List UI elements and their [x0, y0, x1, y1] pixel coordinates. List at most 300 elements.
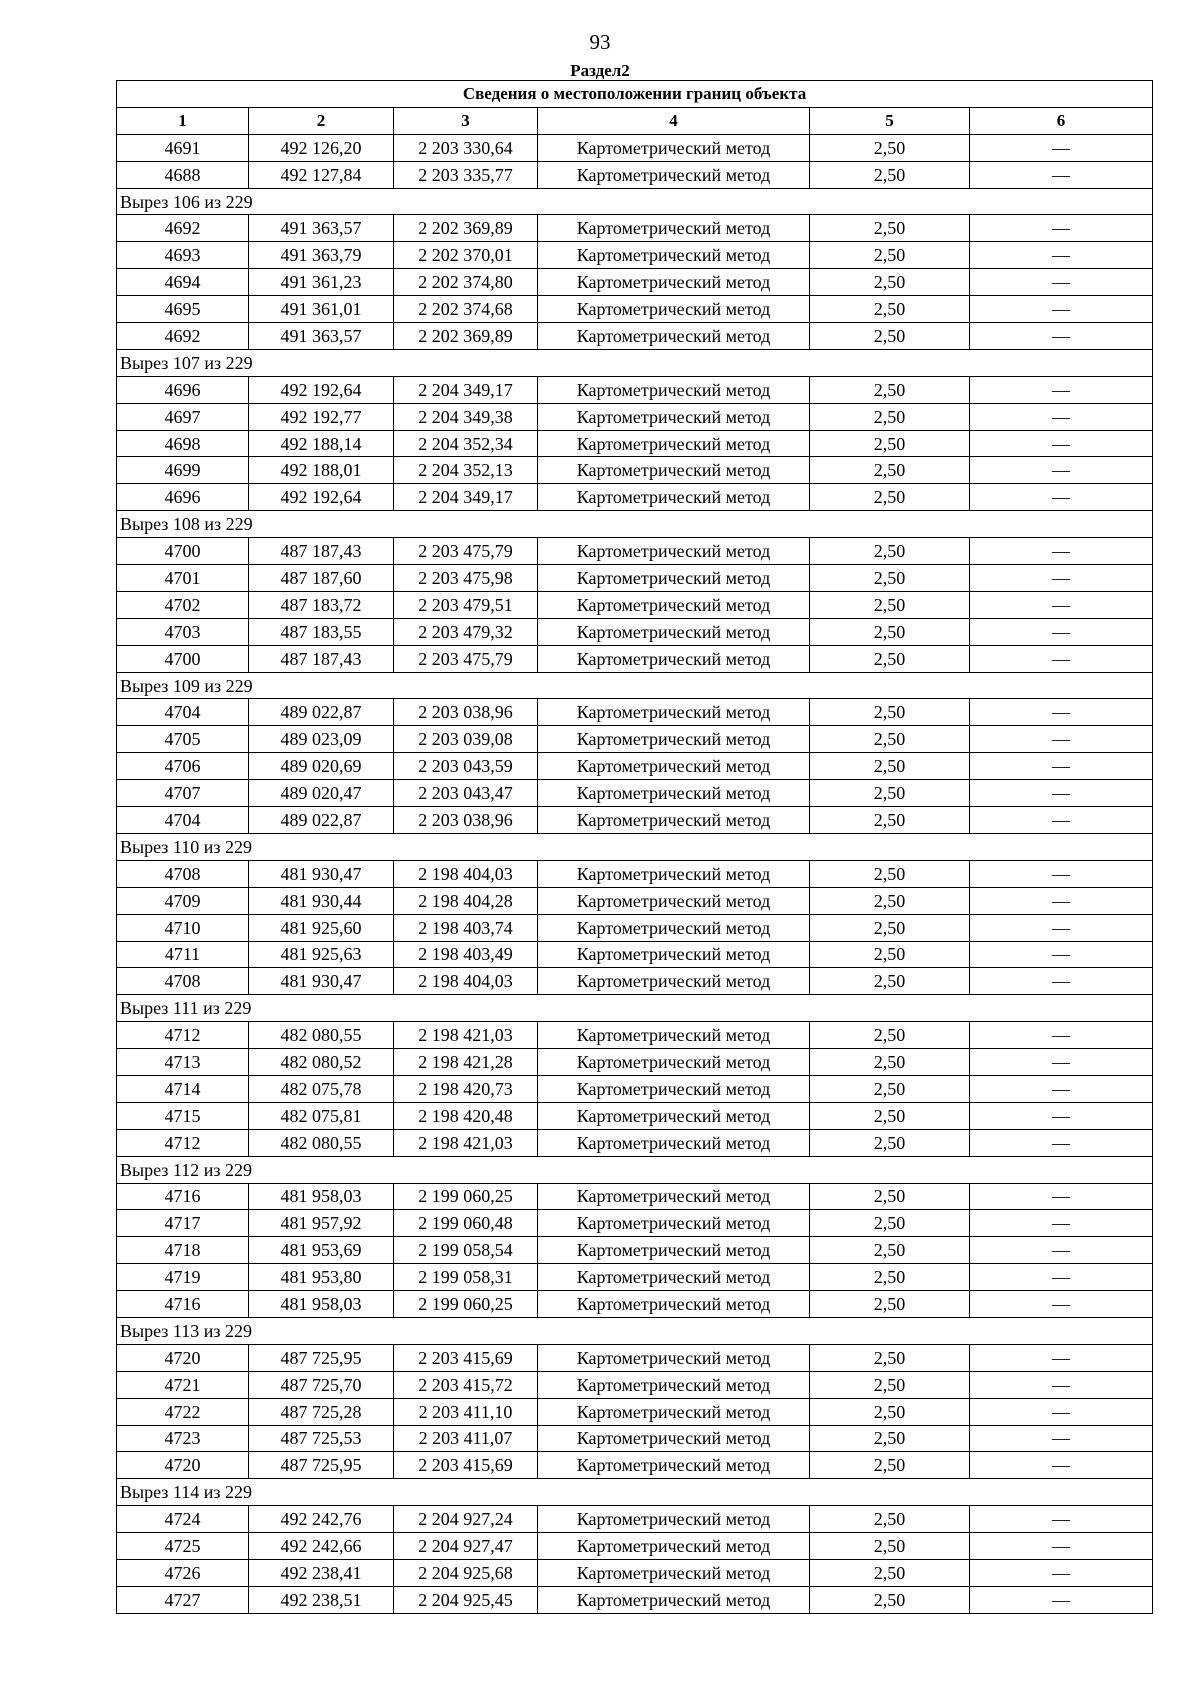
column-header: 5 [810, 107, 970, 134]
method-cell: Картометрический метод [538, 1049, 810, 1076]
method-cell: Картометрический метод [538, 726, 810, 753]
description-cell: — [970, 1075, 1153, 1102]
point-number-cell: 4715 [117, 1102, 249, 1129]
y-coordinate-cell: 2 203 475,79 [394, 538, 538, 565]
table-row [117, 1049, 1153, 1076]
precision-cell: 2,50 [810, 1425, 970, 1452]
page-number: 93 [589, 30, 611, 54]
precision-cell: 2,50 [810, 296, 970, 323]
y-coordinate-cell: 2 203 415,72 [394, 1371, 538, 1398]
description-cell: — [970, 1559, 1153, 1586]
table-row [117, 941, 1153, 968]
description-cell: — [970, 780, 1153, 807]
table-row [117, 968, 1153, 995]
table-row [117, 914, 1153, 941]
precision-cell: 2,50 [810, 1586, 970, 1613]
description-cell: — [970, 161, 1153, 188]
y-coordinate-cell: 2 204 927,47 [394, 1533, 538, 1560]
method-cell: Картометрический метод [538, 565, 810, 592]
precision-cell: 2,50 [810, 323, 970, 350]
description-cell: — [970, 296, 1153, 323]
x-coordinate-cell: 482 075,78 [249, 1075, 394, 1102]
x-coordinate-cell: 487 725,95 [249, 1344, 394, 1371]
group-row [117, 1479, 1153, 1506]
y-coordinate-cell: 2 203 335,77 [394, 161, 538, 188]
precision-cell: 2,50 [810, 1533, 970, 1560]
y-coordinate-cell: 2 203 411,07 [394, 1425, 538, 1452]
table-row [117, 134, 1153, 161]
x-coordinate-cell: 482 080,55 [249, 1022, 394, 1049]
x-coordinate-cell: 491 363,57 [249, 323, 394, 350]
point-number-cell: 4707 [117, 780, 249, 807]
description-cell: — [970, 134, 1153, 161]
table-row [117, 161, 1153, 188]
table-row [117, 242, 1153, 269]
description-cell: — [970, 457, 1153, 484]
point-number-cell: 4688 [117, 161, 249, 188]
y-coordinate-cell: 2 204 349,17 [394, 484, 538, 511]
description-cell: — [970, 1452, 1153, 1479]
method-cell: Картометрический метод [538, 1344, 810, 1371]
point-number-cell: 4718 [117, 1237, 249, 1264]
x-coordinate-cell: 492 126,20 [249, 134, 394, 161]
y-coordinate-cell: 2 203 475,98 [394, 565, 538, 592]
description-cell: — [970, 215, 1153, 242]
precision-cell: 2,50 [810, 1183, 970, 1210]
x-coordinate-cell: 487 725,95 [249, 1452, 394, 1479]
point-number-cell: 4725 [117, 1533, 249, 1560]
description-cell: — [970, 1022, 1153, 1049]
x-coordinate-cell: 482 080,52 [249, 1049, 394, 1076]
precision-cell: 2,50 [810, 538, 970, 565]
x-coordinate-cell: 492 192,64 [249, 484, 394, 511]
method-cell: Картометрический метод [538, 699, 810, 726]
point-number-cell: 4693 [117, 242, 249, 269]
y-coordinate-cell: 2 203 039,08 [394, 726, 538, 753]
column-header-row [117, 107, 1153, 134]
y-coordinate-cell: 2 203 475,79 [394, 645, 538, 672]
y-coordinate-cell: 2 203 479,32 [394, 618, 538, 645]
point-number-cell: 4704 [117, 699, 249, 726]
method-cell: Картометрический метод [538, 1129, 810, 1156]
method-cell: Картометрический метод [538, 753, 810, 780]
table-body [117, 134, 1153, 1613]
description-cell: — [970, 1237, 1153, 1264]
description-cell: — [970, 1371, 1153, 1398]
precision-cell: 2,50 [810, 753, 970, 780]
point-number-cell: 4700 [117, 645, 249, 672]
table-row [117, 1344, 1153, 1371]
precision-cell: 2,50 [810, 1022, 970, 1049]
table-row [117, 430, 1153, 457]
x-coordinate-cell: 487 183,55 [249, 618, 394, 645]
point-number-cell: 4705 [117, 726, 249, 753]
x-coordinate-cell: 487 183,72 [249, 591, 394, 618]
table-row [117, 645, 1153, 672]
method-cell: Картометрический метод [538, 484, 810, 511]
description-cell: — [970, 1398, 1153, 1425]
point-number-cell: 4703 [117, 618, 249, 645]
group-row [117, 349, 1153, 376]
method-cell: Картометрический метод [538, 1533, 810, 1560]
group-label: Вырез 109 из 229 [117, 672, 1153, 699]
y-coordinate-cell: 2 204 925,45 [394, 1586, 538, 1613]
x-coordinate-cell: 481 953,80 [249, 1264, 394, 1291]
y-coordinate-cell: 2 204 349,17 [394, 376, 538, 403]
table-row [117, 887, 1153, 914]
description-cell: — [970, 538, 1153, 565]
table-row [117, 1291, 1153, 1318]
point-number-cell: 4696 [117, 484, 249, 511]
description-cell: — [970, 941, 1153, 968]
point-number-cell: 4723 [117, 1425, 249, 1452]
method-cell: Картометрический метод [538, 296, 810, 323]
method-cell: Картометрический метод [538, 887, 810, 914]
group-row [117, 1156, 1153, 1183]
method-cell: Картометрический метод [538, 968, 810, 995]
point-number-cell: 4726 [117, 1559, 249, 1586]
precision-cell: 2,50 [810, 215, 970, 242]
x-coordinate-cell: 487 725,53 [249, 1425, 394, 1452]
method-cell: Картометрический метод [538, 1210, 810, 1237]
method-cell: Картометрический метод [538, 1559, 810, 1586]
description-cell: — [970, 1586, 1153, 1613]
table-row [117, 323, 1153, 350]
x-coordinate-cell: 482 080,55 [249, 1129, 394, 1156]
description-cell: — [970, 1183, 1153, 1210]
point-number-cell: 4714 [117, 1075, 249, 1102]
precision-cell: 2,50 [810, 1398, 970, 1425]
precision-cell: 2,50 [810, 376, 970, 403]
group-row [117, 188, 1153, 215]
table-row [117, 1586, 1153, 1613]
group-label: Вырез 113 из 229 [117, 1317, 1153, 1344]
method-cell: Картометрический метод [538, 1452, 810, 1479]
method-cell: Картометрический метод [538, 269, 810, 296]
table-row [117, 403, 1153, 430]
table-row [117, 1183, 1153, 1210]
table-row [117, 618, 1153, 645]
precision-cell: 2,50 [810, 134, 970, 161]
description-cell: — [970, 242, 1153, 269]
method-cell: Картометрический метод [538, 591, 810, 618]
y-coordinate-cell: 2 202 374,80 [394, 269, 538, 296]
section-title: Раздел2 [570, 61, 630, 80]
group-row [117, 833, 1153, 860]
y-coordinate-cell: 2 202 369,89 [394, 215, 538, 242]
point-number-cell: 4698 [117, 430, 249, 457]
point-number-cell: 4711 [117, 941, 249, 968]
description-cell: — [970, 1210, 1153, 1237]
point-number-cell: 4717 [117, 1210, 249, 1237]
description-cell: — [970, 968, 1153, 995]
y-coordinate-cell: 2 202 370,01 [394, 242, 538, 269]
table-row [117, 1398, 1153, 1425]
precision-cell: 2,50 [810, 618, 970, 645]
table-row [117, 753, 1153, 780]
column-header: 6 [970, 107, 1153, 134]
x-coordinate-cell: 481 953,69 [249, 1237, 394, 1264]
point-number-cell: 4696 [117, 376, 249, 403]
table-row [117, 591, 1153, 618]
group-label: Вырез 114 из 229 [117, 1479, 1153, 1506]
method-cell: Картометрический метод [538, 941, 810, 968]
point-number-cell: 4727 [117, 1586, 249, 1613]
table-row [117, 1129, 1153, 1156]
precision-cell: 2,50 [810, 1049, 970, 1076]
precision-cell: 2,50 [810, 1210, 970, 1237]
group-row [117, 1317, 1153, 1344]
y-coordinate-cell: 2 204 352,34 [394, 430, 538, 457]
point-number-cell: 4695 [117, 296, 249, 323]
group-row [117, 672, 1153, 699]
precision-cell: 2,50 [810, 887, 970, 914]
precision-cell: 2,50 [810, 403, 970, 430]
description-cell: — [970, 1506, 1153, 1533]
y-coordinate-cell: 2 202 369,89 [394, 323, 538, 350]
table-row [117, 1102, 1153, 1129]
table-row [117, 1210, 1153, 1237]
y-coordinate-cell: 2 198 404,03 [394, 860, 538, 887]
x-coordinate-cell: 481 958,03 [249, 1183, 394, 1210]
x-coordinate-cell: 489 022,87 [249, 699, 394, 726]
x-coordinate-cell: 482 075,81 [249, 1102, 394, 1129]
precision-cell: 2,50 [810, 807, 970, 834]
description-cell: — [970, 1102, 1153, 1129]
point-number-cell: 4694 [117, 269, 249, 296]
description-cell: — [970, 565, 1153, 592]
y-coordinate-cell: 2 198 403,74 [394, 914, 538, 941]
x-coordinate-cell: 487 187,43 [249, 645, 394, 672]
description-cell: — [970, 323, 1153, 350]
point-number-cell: 4721 [117, 1371, 249, 1398]
description-cell: — [970, 1533, 1153, 1560]
description-cell: — [970, 699, 1153, 726]
x-coordinate-cell: 492 242,66 [249, 1533, 394, 1560]
x-coordinate-cell: 489 023,09 [249, 726, 394, 753]
y-coordinate-cell: 2 198 404,03 [394, 968, 538, 995]
method-cell: Картометрический метод [538, 807, 810, 834]
method-cell: Картометрический метод [538, 1371, 810, 1398]
y-coordinate-cell: 2 204 352,13 [394, 457, 538, 484]
point-number-cell: 4720 [117, 1344, 249, 1371]
description-cell: — [970, 484, 1153, 511]
description-cell: — [970, 807, 1153, 834]
point-number-cell: 4720 [117, 1452, 249, 1479]
y-coordinate-cell: 2 203 415,69 [394, 1344, 538, 1371]
method-cell: Картометрический метод [538, 134, 810, 161]
method-cell: Картометрический метод [538, 1102, 810, 1129]
description-cell: — [970, 618, 1153, 645]
table-row [117, 699, 1153, 726]
x-coordinate-cell: 481 930,47 [249, 860, 394, 887]
x-coordinate-cell: 492 238,51 [249, 1586, 394, 1613]
point-number-cell: 4701 [117, 565, 249, 592]
precision-cell: 2,50 [810, 645, 970, 672]
table-row [117, 376, 1153, 403]
y-coordinate-cell: 2 198 421,28 [394, 1049, 538, 1076]
x-coordinate-cell: 489 020,69 [249, 753, 394, 780]
description-cell: — [970, 1129, 1153, 1156]
point-number-cell: 4712 [117, 1022, 249, 1049]
method-cell: Картометрический метод [538, 860, 810, 887]
y-coordinate-cell: 2 203 043,59 [394, 753, 538, 780]
x-coordinate-cell: 487 187,60 [249, 565, 394, 592]
point-number-cell: 4702 [117, 591, 249, 618]
y-coordinate-cell: 2 199 060,48 [394, 1210, 538, 1237]
precision-cell: 2,50 [810, 1344, 970, 1371]
table-caption: Сведения о местоположении границ объекта [117, 81, 1153, 108]
precision-cell: 2,50 [810, 1452, 970, 1479]
table-row [117, 215, 1153, 242]
description-cell: — [970, 1264, 1153, 1291]
y-coordinate-cell: 2 203 330,64 [394, 134, 538, 161]
column-header: 2 [249, 107, 394, 134]
x-coordinate-cell: 492 188,01 [249, 457, 394, 484]
description-cell: — [970, 1291, 1153, 1318]
y-coordinate-cell: 2 203 479,51 [394, 591, 538, 618]
method-cell: Картометрический метод [538, 1506, 810, 1533]
description-cell: — [970, 430, 1153, 457]
group-label: Вырез 110 из 229 [117, 833, 1153, 860]
precision-cell: 2,50 [810, 484, 970, 511]
precision-cell: 2,50 [810, 1237, 970, 1264]
y-coordinate-cell: 2 202 374,68 [394, 296, 538, 323]
group-row [117, 995, 1153, 1022]
y-coordinate-cell: 2 204 925,68 [394, 1559, 538, 1586]
precision-cell: 2,50 [810, 1264, 970, 1291]
point-number-cell: 4710 [117, 914, 249, 941]
method-cell: Картометрический метод [538, 1183, 810, 1210]
method-cell: Картометрический метод [538, 538, 810, 565]
y-coordinate-cell: 2 204 927,24 [394, 1506, 538, 1533]
y-coordinate-cell: 2 203 411,10 [394, 1398, 538, 1425]
method-cell: Картометрический метод [538, 403, 810, 430]
description-cell: — [970, 860, 1153, 887]
table-row [117, 860, 1153, 887]
x-coordinate-cell: 481 925,63 [249, 941, 394, 968]
precision-cell: 2,50 [810, 1559, 970, 1586]
method-cell: Картометрический метод [538, 1586, 810, 1613]
y-coordinate-cell: 2 198 420,48 [394, 1102, 538, 1129]
x-coordinate-cell: 492 192,64 [249, 376, 394, 403]
precision-cell: 2,50 [810, 941, 970, 968]
y-coordinate-cell: 2 203 043,47 [394, 780, 538, 807]
method-cell: Картометрический метод [538, 1398, 810, 1425]
method-cell: Картометрический метод [538, 645, 810, 672]
description-cell: — [970, 914, 1153, 941]
table-row [117, 457, 1153, 484]
x-coordinate-cell: 489 020,47 [249, 780, 394, 807]
table-row [117, 1506, 1153, 1533]
table-row [117, 1425, 1153, 1452]
precision-cell: 2,50 [810, 860, 970, 887]
column-header: 3 [394, 107, 538, 134]
y-coordinate-cell: 2 199 058,54 [394, 1237, 538, 1264]
precision-cell: 2,50 [810, 1291, 970, 1318]
method-cell: Картометрический метод [538, 1075, 810, 1102]
point-number-cell: 4697 [117, 403, 249, 430]
table-row [117, 1022, 1153, 1049]
x-coordinate-cell: 481 958,03 [249, 1291, 394, 1318]
point-number-cell: 4706 [117, 753, 249, 780]
table-row [117, 538, 1153, 565]
x-coordinate-cell: 491 363,79 [249, 242, 394, 269]
column-header: 4 [538, 107, 810, 134]
y-coordinate-cell: 2 204 349,38 [394, 403, 538, 430]
point-number-cell: 4692 [117, 215, 249, 242]
y-coordinate-cell: 2 199 060,25 [394, 1291, 538, 1318]
group-label: Вырез 108 из 229 [117, 511, 1153, 538]
point-number-cell: 4716 [117, 1291, 249, 1318]
y-coordinate-cell: 2 203 415,69 [394, 1452, 538, 1479]
y-coordinate-cell: 2 198 421,03 [394, 1022, 538, 1049]
point-number-cell: 4691 [117, 134, 249, 161]
point-number-cell: 4700 [117, 538, 249, 565]
x-coordinate-cell: 487 725,70 [249, 1371, 394, 1398]
point-number-cell: 4692 [117, 323, 249, 350]
method-cell: Картометрический метод [538, 618, 810, 645]
point-number-cell: 4716 [117, 1183, 249, 1210]
table-row [117, 296, 1153, 323]
x-coordinate-cell: 487 187,43 [249, 538, 394, 565]
x-coordinate-cell: 492 242,76 [249, 1506, 394, 1533]
x-coordinate-cell: 492 192,77 [249, 403, 394, 430]
point-number-cell: 4719 [117, 1264, 249, 1291]
description-cell: — [970, 1344, 1153, 1371]
y-coordinate-cell: 2 198 420,73 [394, 1075, 538, 1102]
precision-cell: 2,50 [810, 968, 970, 995]
group-label: Вырез 112 из 229 [117, 1156, 1153, 1183]
precision-cell: 2,50 [810, 457, 970, 484]
table-row [117, 269, 1153, 296]
method-cell: Картометрический метод [538, 457, 810, 484]
point-number-cell: 4709 [117, 887, 249, 914]
table-row [117, 1533, 1153, 1560]
column-header: 1 [117, 107, 249, 134]
precision-cell: 2,50 [810, 242, 970, 269]
description-cell: — [970, 1049, 1153, 1076]
x-coordinate-cell: 492 127,84 [249, 161, 394, 188]
table-row [117, 726, 1153, 753]
x-coordinate-cell: 491 361,23 [249, 269, 394, 296]
table-row [117, 484, 1153, 511]
precision-cell: 2,50 [810, 699, 970, 726]
precision-cell: 2,50 [810, 269, 970, 296]
method-cell: Картометрический метод [538, 1425, 810, 1452]
precision-cell: 2,50 [810, 591, 970, 618]
x-coordinate-cell: 481 957,92 [249, 1210, 394, 1237]
table-row [117, 807, 1153, 834]
precision-cell: 2,50 [810, 1129, 970, 1156]
table-row [117, 1264, 1153, 1291]
x-coordinate-cell: 491 361,01 [249, 296, 394, 323]
y-coordinate-cell: 2 199 060,25 [394, 1183, 538, 1210]
description-cell: — [970, 753, 1153, 780]
precision-cell: 2,50 [810, 161, 970, 188]
method-cell: Картометрический метод [538, 1237, 810, 1264]
y-coordinate-cell: 2 198 403,49 [394, 941, 538, 968]
table-row [117, 1075, 1153, 1102]
point-number-cell: 4724 [117, 1506, 249, 1533]
x-coordinate-cell: 491 363,57 [249, 215, 394, 242]
description-cell: — [970, 269, 1153, 296]
point-number-cell: 4712 [117, 1129, 249, 1156]
point-number-cell: 4708 [117, 968, 249, 995]
y-coordinate-cell: 2 203 038,96 [394, 807, 538, 834]
group-label: Вырез 106 из 229 [117, 188, 1153, 215]
y-coordinate-cell: 2 198 421,03 [394, 1129, 538, 1156]
